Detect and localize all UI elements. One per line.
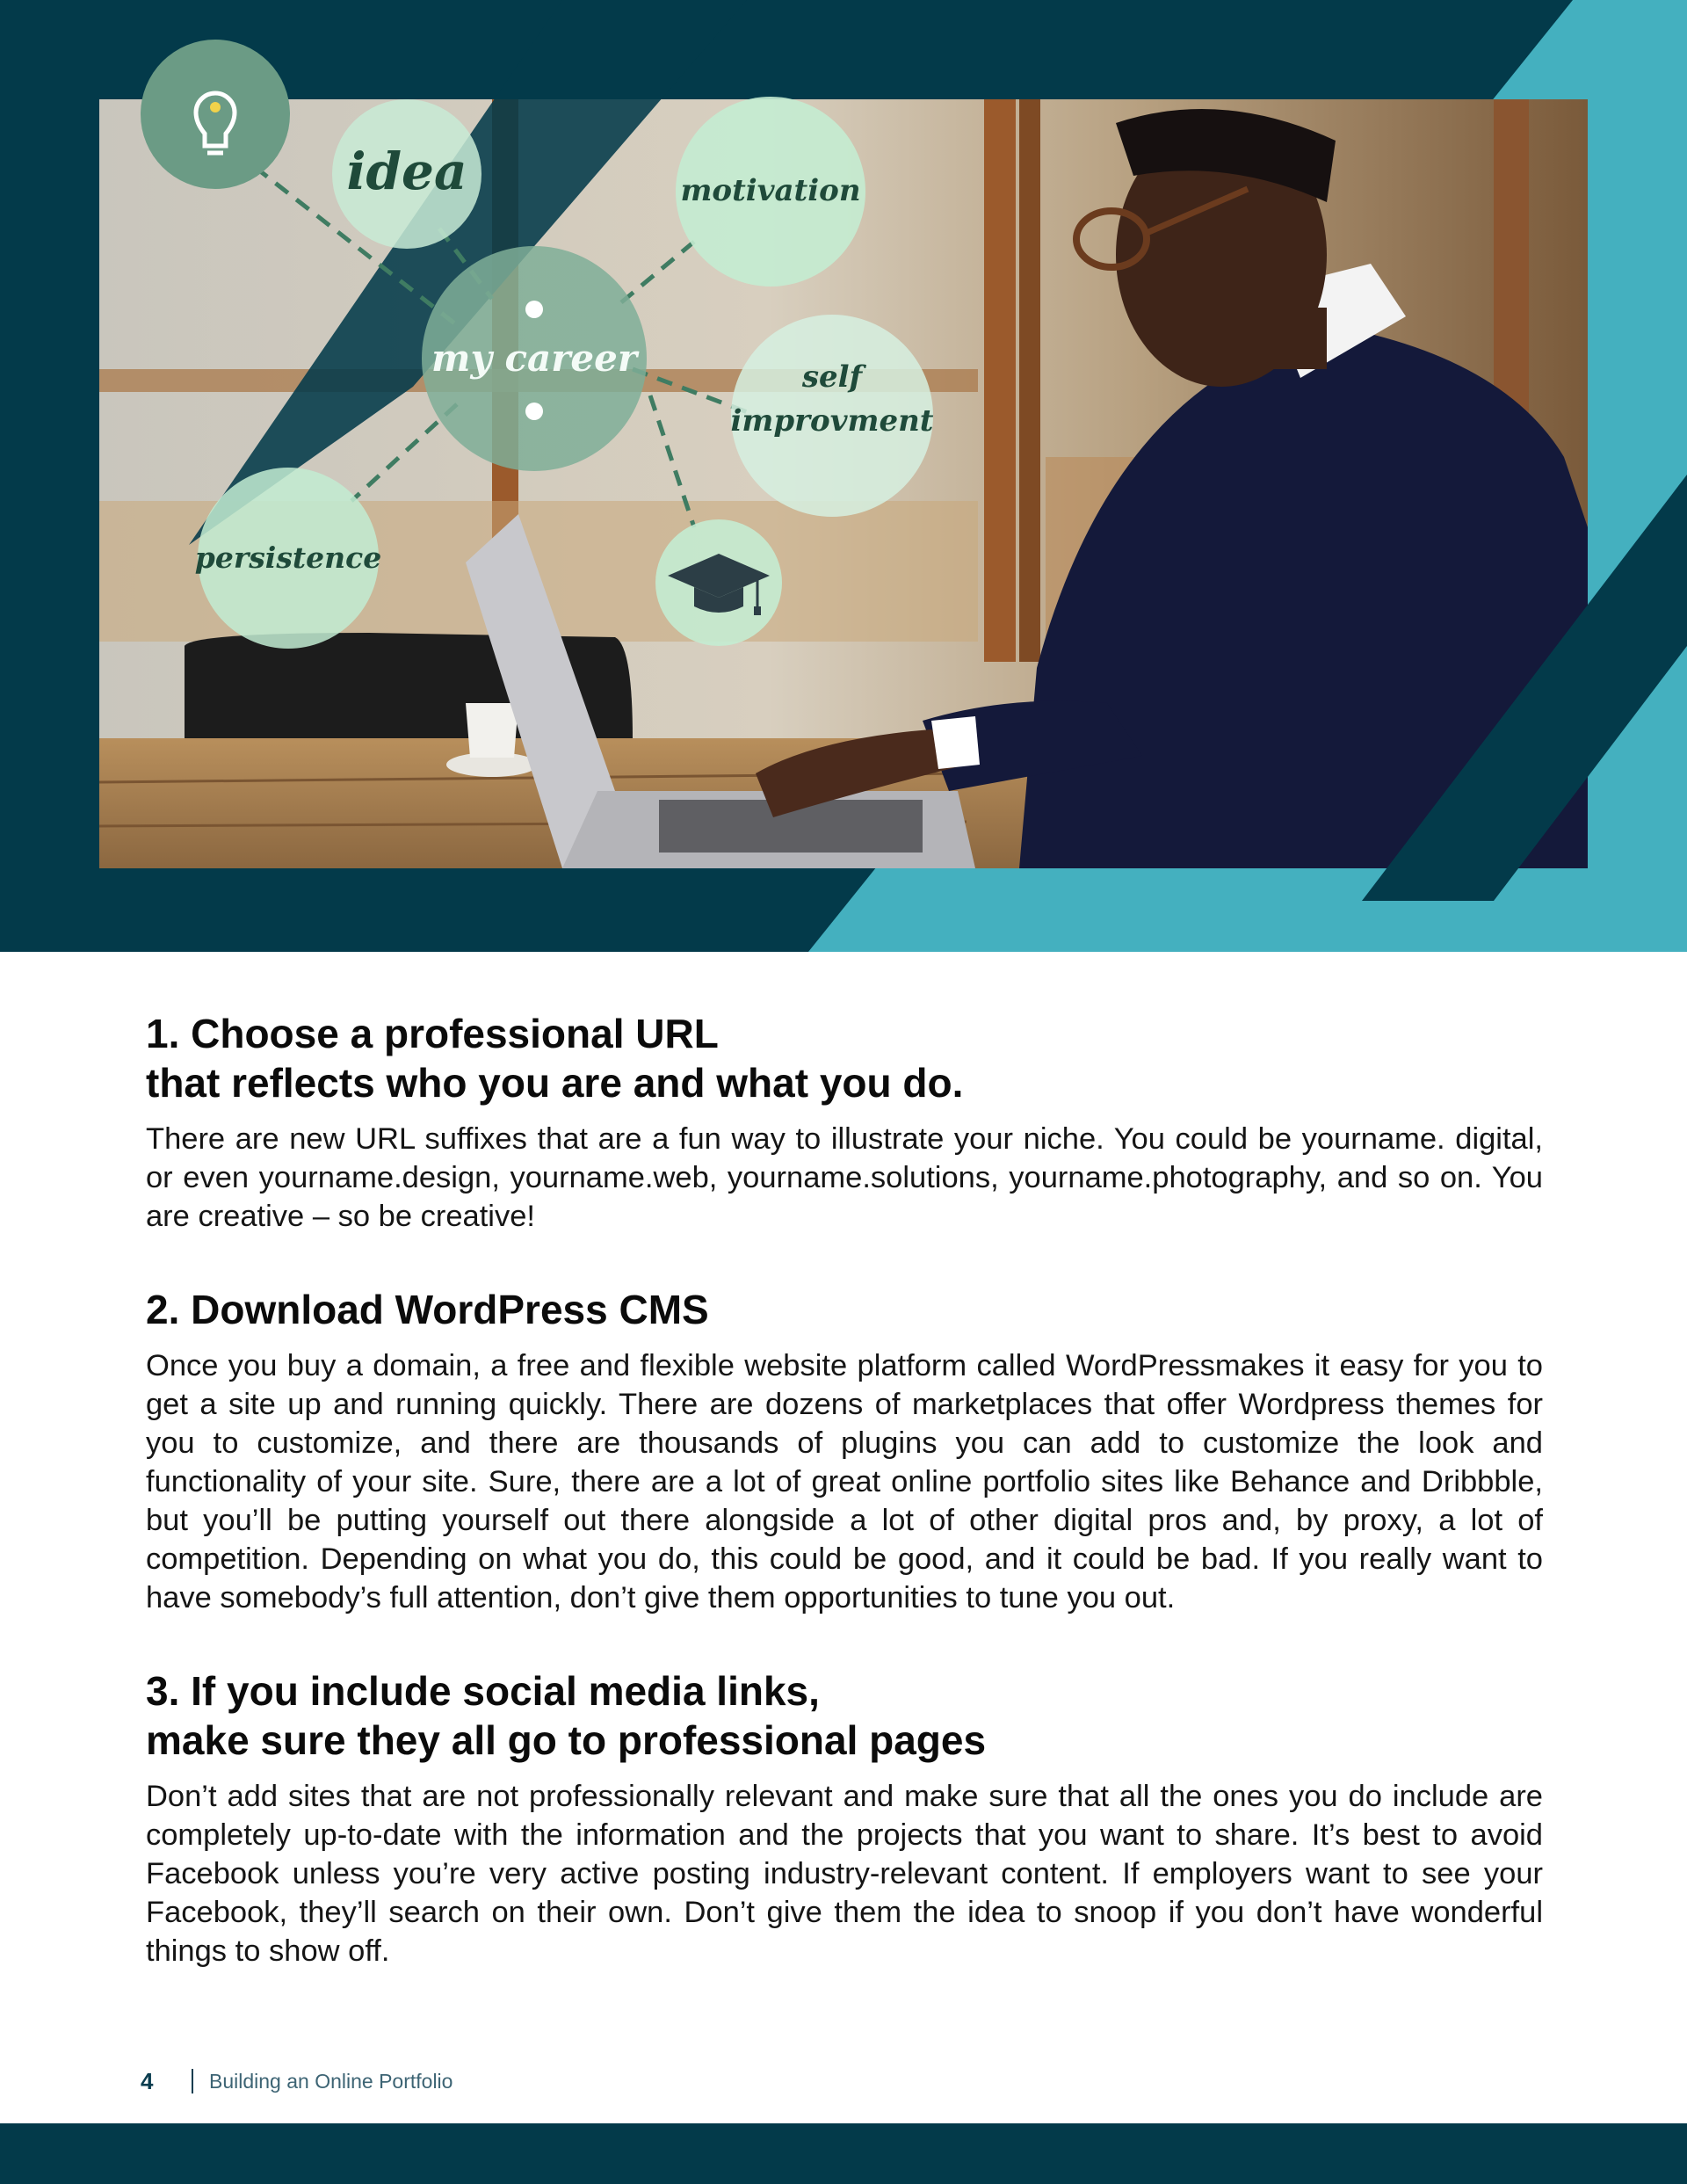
section-3-body: Don’t add sites that are not professionally relevant and make sure that all the ones you do include are completely up-to-date with the information and the projects that you want to share. It’s best to avoid Facebook unless you’re very active posting industry-relevant content. If employers want to see your Facebook, they’ll search on their own. Don’t give them the idea to snoop if you don’t have wonderful things to show off. [146,1780,1543,1968]
bottom-color-bar [0,2123,1687,2184]
bubble-center-label: my career [431,337,637,380]
section-2-body: Once you buy a domain, a free and flexible website platform called WordPressmakes it easy for you to get a site up and running quickly. There are dozens of marketplaces that offer Wordpress themes for you to customize, and there are thousands of plugins you can add to customize the look and functionality of your site. Sure, there are a lot of great online portfolio sites like Behance and Dribbble, but you’ll be putting yourself out there alongside a lot of other digital pros and, by proxy, a lot of competition. Depending on what you do, this could be good, and it could be bad. If you really want to have somebody’s full attention, don’t give them opportunities to tune you out. [146,1349,1543,1614]
hero-banner [0,0,1687,952]
section-3-title-line-1: 3. If you include social media links, [146,1668,820,1714]
hero-graphic [0,0,1687,952]
bubble-idea [332,99,481,249]
page-footer [141,2065,453,2097]
section-social-media [146,1666,1543,1970]
bubble-self-label: self [801,359,863,395]
section-1-title-line-2: that reflects who you are and what you do. [146,1060,964,1106]
bubble-idea-label: idea [346,141,467,201]
bubble-lightbulb [141,40,290,189]
section-professional-url [146,1009,1543,1236]
bubble-motivation [676,97,865,287]
section-1-title-line-1: 1. Choose a professional URL [146,1011,719,1056]
bubble-persistence-label: persistence [194,541,382,575]
bubble-graduation [655,519,782,646]
section-1-title [146,1009,1543,1107]
section-1-body: There are new URL suffixes that are a fun way to illustrate your niche. You could be yourname. digital, or even yourname.design, yourname.web, yourname.solutions, yourname.photography, and so on. You are creative – so be creative! [146,1122,1543,1233]
section-2-title-line-1: 2. Download WordPress CMS [146,1287,709,1332]
section-3-title-line-2: make sure they all go to professional pages [146,1717,987,1763]
page-number: 4 [141,2067,154,2094]
section-2-title [146,1285,1543,1334]
article-content [146,1009,1543,1970]
bubble-self-improvment [730,315,933,517]
bubble-my-career [422,246,647,471]
section-wordpress-cms [146,1285,1543,1617]
footer-document-title: Building an Online Portfolio [209,2069,453,2093]
footer-divider [192,2069,193,2093]
bubble-improvment-label: improvment [730,403,934,439]
bubble-motivation-label: motivation [680,173,861,208]
section-3-title [146,1666,1543,1765]
